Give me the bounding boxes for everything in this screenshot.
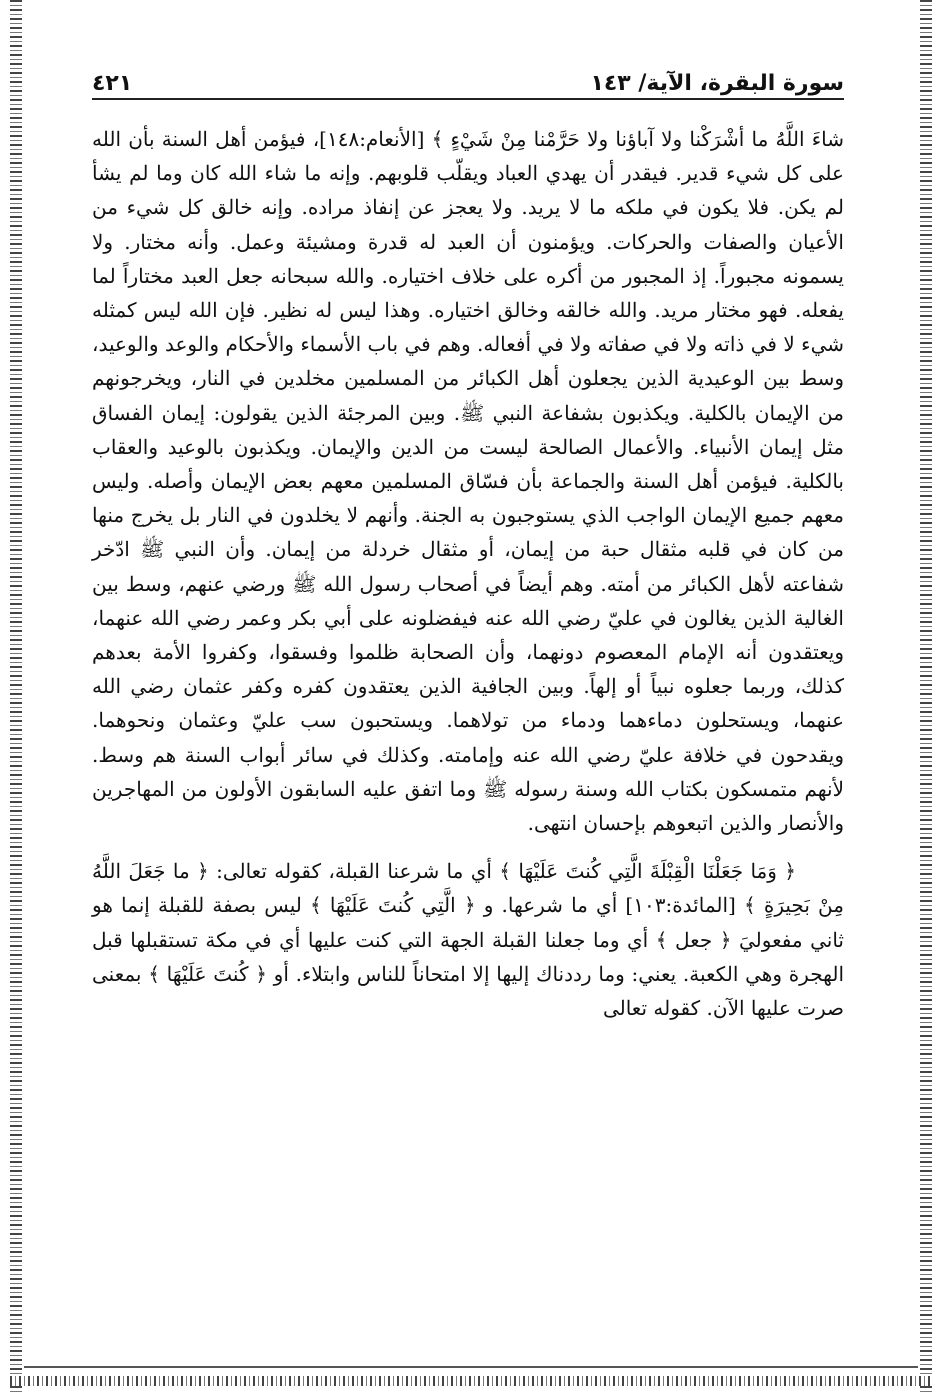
paragraph: ﴿ وَمَا جَعَلْنَا الْقِبْلَةَ الَّتِي كُنتَ عَلَيْهَا ﴾ أي ما شرعنا القبلة، كقوله تعالى: ﴿ ما جَعَلَ اللَّهُ مِنْ بَحِيرَةٍ ﴾ [المائدة:١٠٣] أي ما شرعها. و ﴿ الَّتِي كُنتَ عَلَيْهَا ﴾ ليس بصفة للقبلة إنما هو ثاني مفعوليَ ﴿ جعل ﴾ أي وما جعلنا القبلة الجهة التي كنت عليها أي في مكة تستقبلها قبل الهجرة وهي الكعبة. يعني: وما رددناك إليها إلا امتحاناً للناس وابتلاء. أو ﴿ كُنتَ عَلَيْهَا ﴾ بمعنى صرت عليها الآن. كقوله تعالى bbox=[92, 859, 845, 1021]
main-text bbox=[92, 122, 844, 1025]
header-rule bbox=[92, 98, 844, 100]
page-number: ٤٢١ bbox=[92, 71, 133, 96]
bottom-rule bbox=[24, 1366, 918, 1368]
right-ornamental-border bbox=[920, 0, 932, 1394]
bottom-ornamental-border bbox=[10, 1376, 932, 1386]
left-ornamental-border bbox=[10, 0, 22, 1394]
header-title: سورة البقرة، الآية/ ١٤٣ bbox=[590, 71, 844, 96]
paragraph: شاءَ اللَّهُ ما أشْرَكْنا ولا آباؤنا ولا حَرَّمْنا مِنْ شَيْءٍ ﴾ [الأنعام:١٤٨]، فيؤمن أهل السنة بأن الله على كل شيء قدير. فيقدر أن يهدي العباد ويقلّب قلوبهم. وإنه ما شاء الله كان وما لم يشأ لم يكن. فلا يكون في ملكه ما لا يريد. ولا يعجز عن إنفاذ مراده. وإنه خالق كل شيء من الأعيان والصفات والحركات. ويؤمنون أن العبد له قدرة ومشيئة وعمل. وأنه مختار. ولا يسمونه مجبوراً. إذ المجبور من أكره على خلاف اختياره. والله سبحانه جعل العبد مختاراً لما يفعله. فهو مختار مريد. والله خالقه وخالق اختياره. وهذا ليس له نظير. فإن الله ليس كمثله شيء لا في ذاته ولا في صفاته ولا في أفعاله. وهم في باب الأسماء والأحكام والوعد والوعيد، وسط بين الوعيدية الذين يجعلون أهل الكبائر من المسلمين مخلدين في النار، ويخرجونهم من الإيمان بالكلية. ويكذبون بشفاعة النبي ﷺ. وبين المرجئة الذين يقولون: إيمان الفساق مثل إيمان الأنبياء. والأعمال الصالحة ليست من الدين والإيمان. ويكذبون بالوعيد والعقاب بالكلية. فيؤمن أهل السنة والجماعة بأن فسّاق المسلمين معهم بعض الإيمان وأصله. وليس معهم جميع الإيمان الواجب الذي يستوجبون به الجنة. وأنهم لا يخلدون في النار بل يخرج منها من كان في قلبه مثقال حبة من إيمان، أو مثقال خردلة من إيمان. وأن النبي ﷺ ادّخر شفاعته لأهل الكبائر من أمته. وهم أيضاً في أصحاب رسول الله ﷺ ورضي عنهم، وسط بين الغالية الذين يغالون في عليّ رضي الله عنه فيفضلونه على أبي بكر وعمر رضي الله عنهما، ويعتقدون أنه الإمام المعصوم دونهما، وأن الصحابة ظلموا وفسقوا، وكفروا الأمة بعدهم كذلك، وربما جعلوه نبياً أو إلهاً. وبين الجافية الذين يعتقدون كفره وكفر عثمان رضي الله عنهما، ويستحلون دماءهما ودماء من تولاهما. ويستحبون سب عليّ وعثمان ونحوهما. ويقدحون في خلافة عليّ رضي الله عنه وإمامته. وكذلك في سائر أبواب السنة هم وسط. لأنهم متمسكون بكتاب الله وسنة رسوله ﷺ وما اتفق عليه السابقون الأولون من المهاجرين والأنصار والذين اتبعوهم بإحسان انتهى. bbox=[92, 127, 845, 836]
running-header bbox=[92, 62, 844, 96]
